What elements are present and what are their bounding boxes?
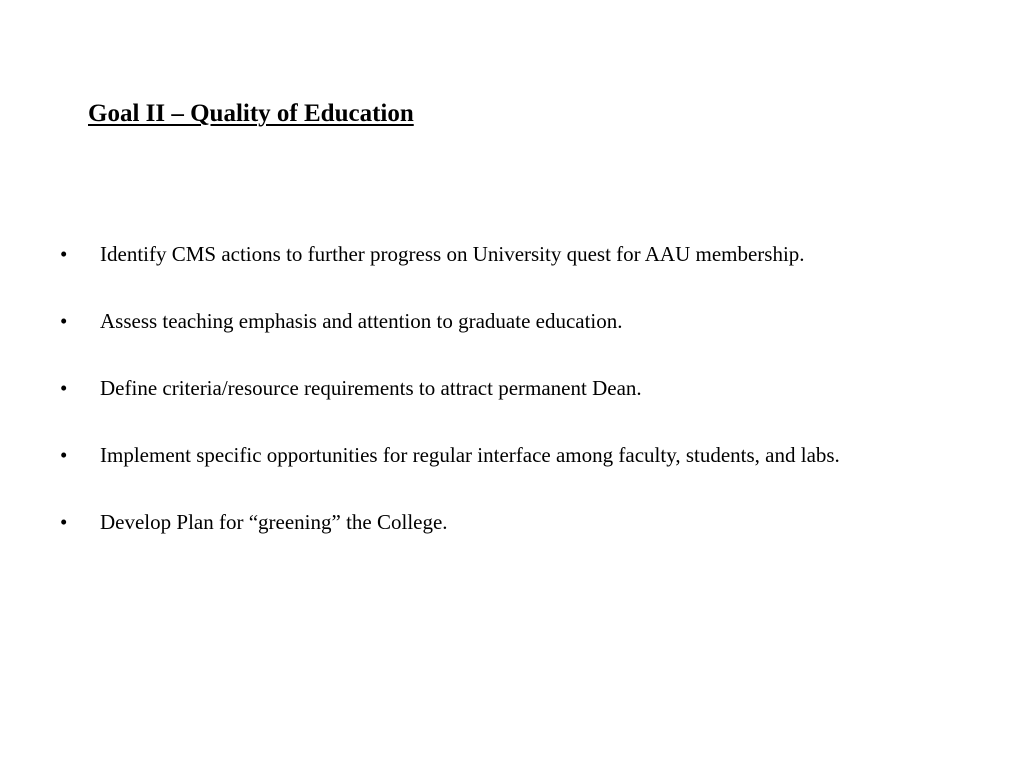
bullet-icon: •: [60, 510, 68, 534]
bullet-list: [60, 240, 960, 575]
bullet-item: [60, 374, 960, 403]
bullet-item: [60, 307, 960, 336]
bullet-icon: •: [60, 309, 68, 333]
bullet-item: [60, 240, 960, 269]
bullet-text: Develop Plan for “greening” the College.: [100, 510, 448, 534]
bullet-text: Implement specific opportunities for regular interface among faculty, students, and labs.: [100, 443, 840, 467]
bullet-text: Assess teaching emphasis and attention to graduate education.: [100, 309, 623, 333]
slide-title: Goal II – Quality of Education: [88, 100, 414, 127]
bullet-text: Identify CMS actions to further progress on University quest for AAU membership.: [100, 242, 805, 266]
bullet-text: Define criteria/resource requirements to attract permanent Dean.: [100, 376, 642, 400]
bullet-icon: •: [60, 376, 68, 400]
bullet-item: [60, 441, 960, 470]
bullet-icon: •: [60, 242, 68, 266]
bullet-icon: •: [60, 443, 68, 467]
bullet-item: [60, 508, 960, 537]
